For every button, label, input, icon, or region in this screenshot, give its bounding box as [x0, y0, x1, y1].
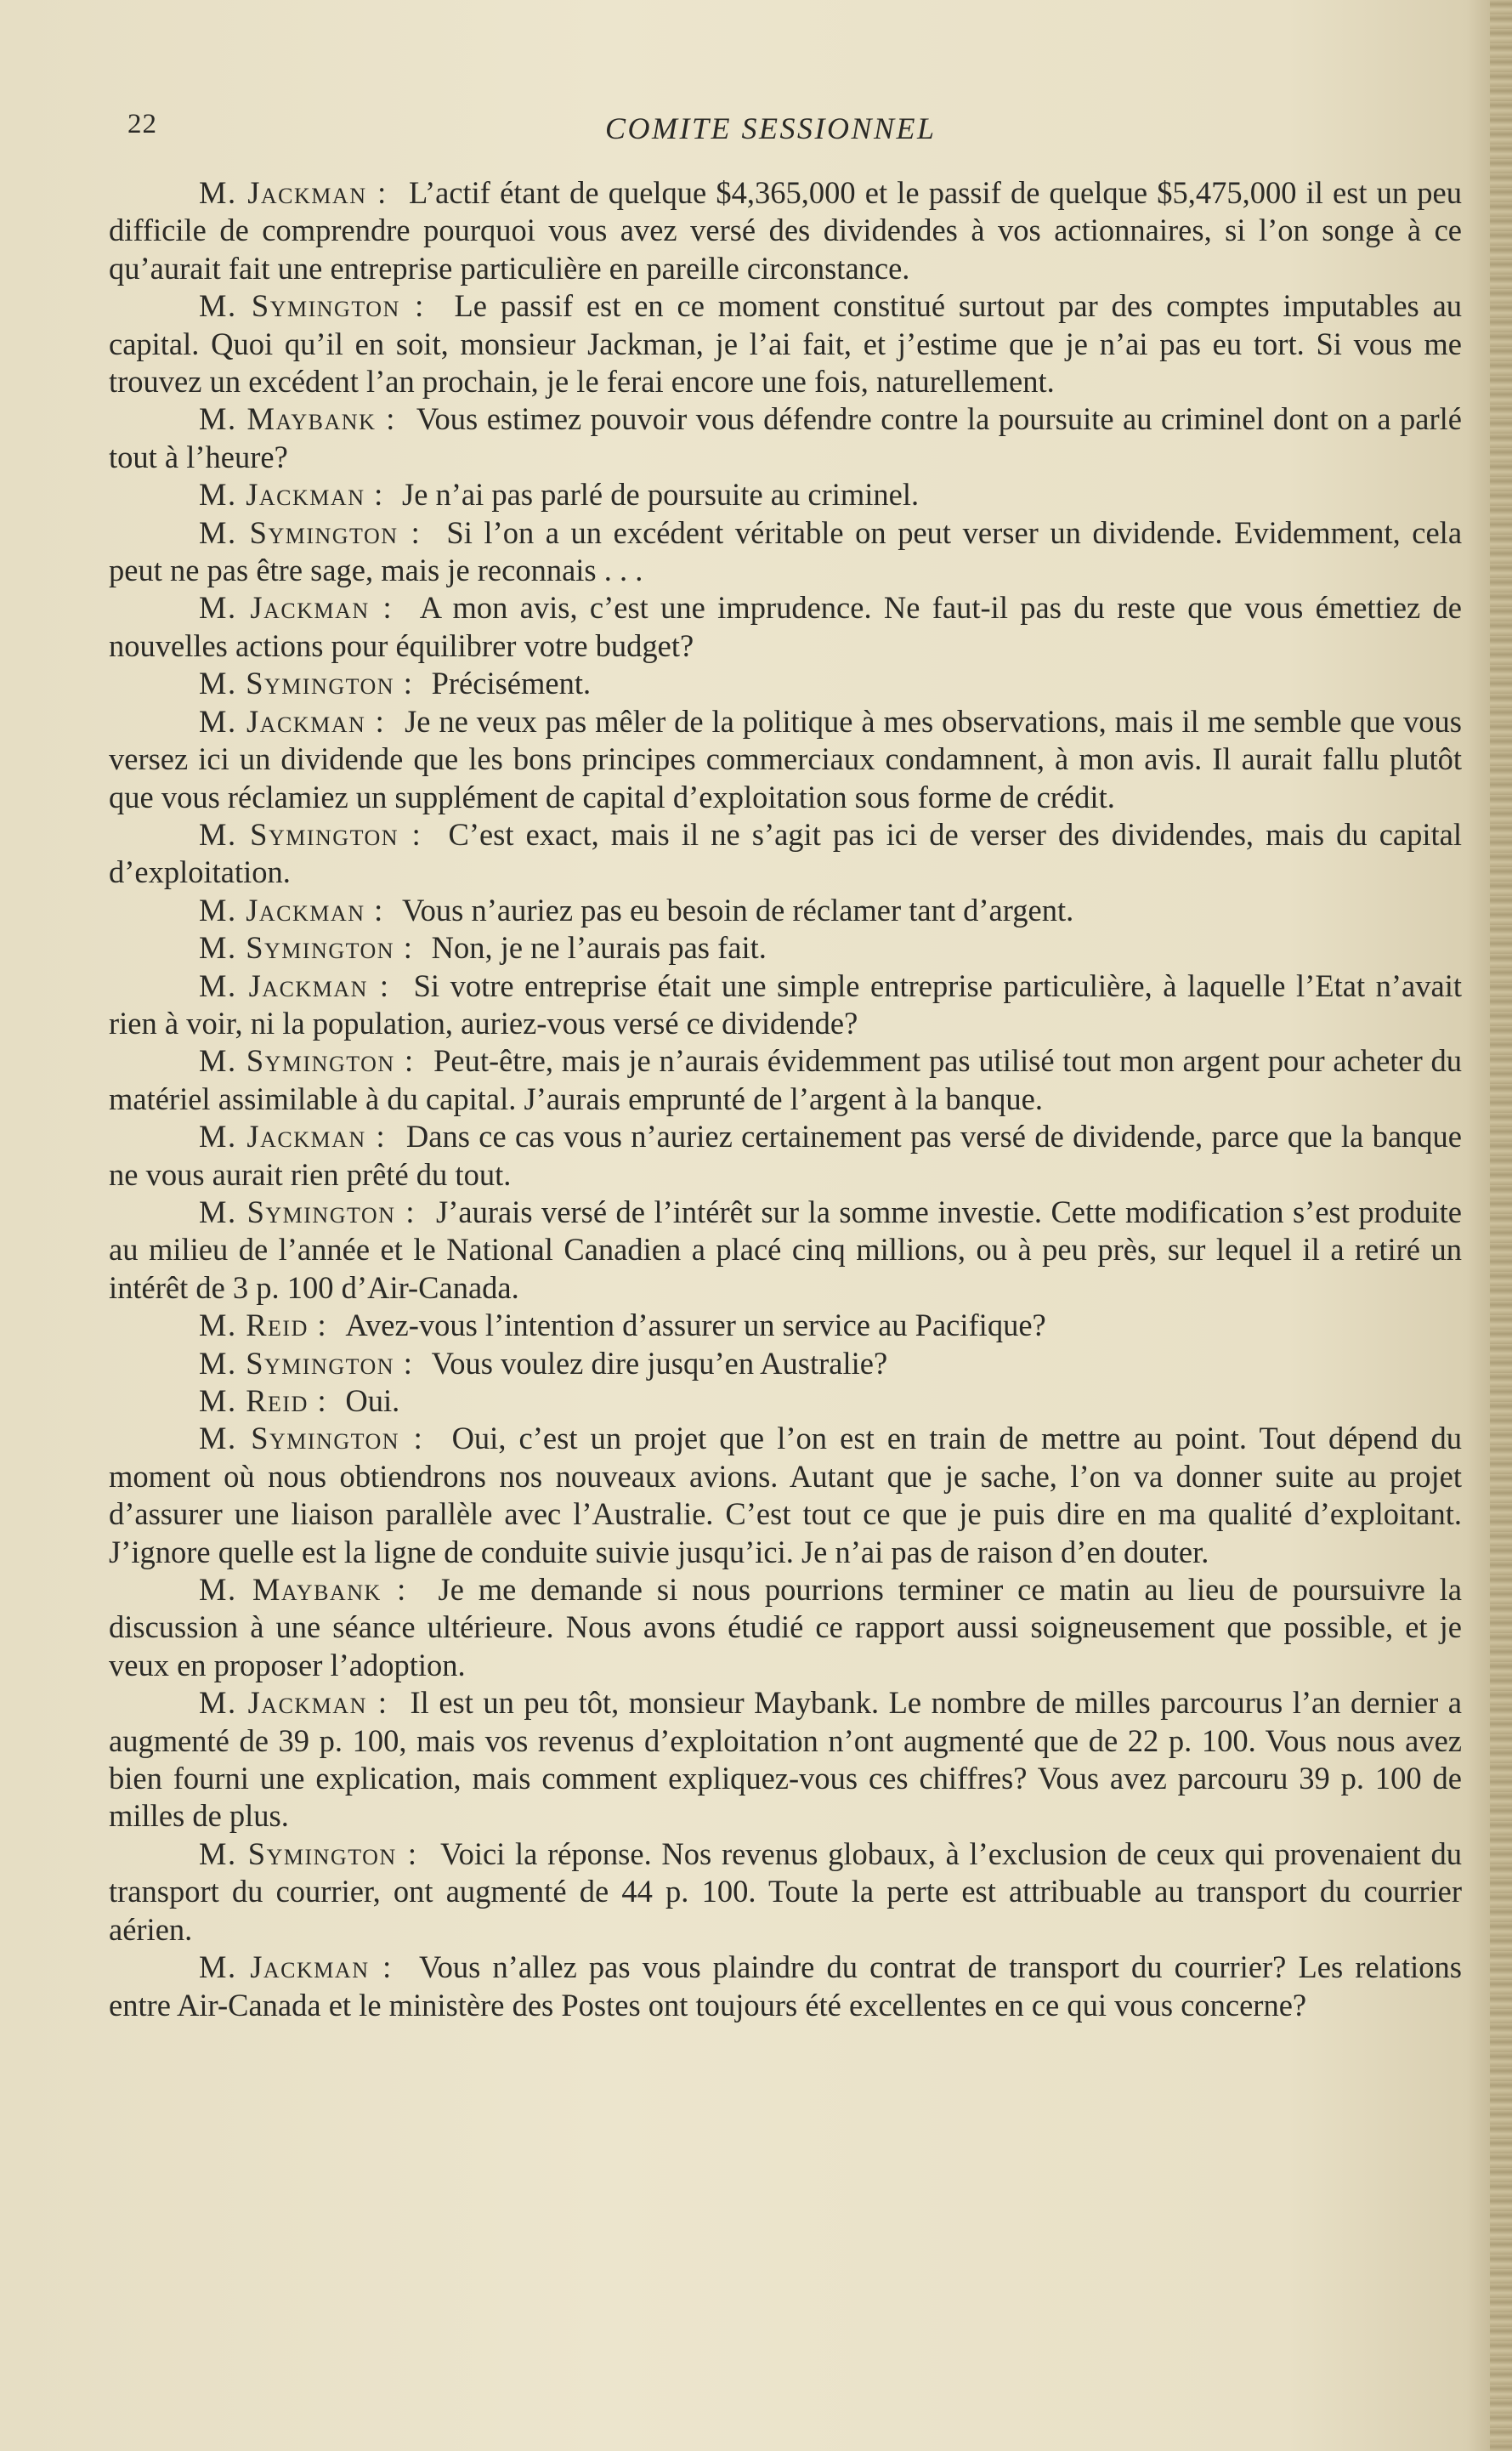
speaker-name: M. Jackman : — [199, 1949, 393, 1985]
speech-text: Vous n’auriez pas eu besoin de réclamer tant d’argent. — [402, 892, 1074, 928]
speech-text: Je ne veux pas mêler de la politique à mes observations, mais il me semble que vous versez ici un dividende que les bons principes commerciaux condamnent, à mon avis. Il aurait fallu plutôt que vous réclamiez un supplément de capital d’exploitation sous forme de crédit. — [109, 703, 1463, 814]
speaker-name: M. Jackman : — [199, 892, 384, 928]
speech-text: Oui, c’est un projet que l’on est en train de mettre au point. Tout dépend du moment où nous obtiendrons nos nouveaux avions. Autant que je sache, l’on va donner suite au projet d’assurer une liaison parallèle avec l’Australie. C’est tout ce que je puis dire en ma qualité d’exploitant. J’ignore quelle est la ligne de conduite suivie jusqu’ici. Je n’ai pas de raison d’en douter. — [109, 1421, 1462, 1569]
speech-text: Si l’on a un excédent véritable on peut verser un dividende. Evidemment, cela peut ne pas être sage, mais je reconnais . . . — [109, 514, 1463, 588]
speaker-name: M. Symington : — [199, 1421, 424, 1456]
speaker-name: M. Symington : — [199, 1043, 415, 1079]
dialogue-paragraph — [109, 816, 1462, 892]
speech-text: Avez-vous l’intention d’assurer un service au Pacifique? — [345, 1308, 1046, 1343]
speaker-name: M. Maybank : — [199, 1572, 407, 1608]
dialogue-paragraph — [109, 1684, 1462, 1835]
speech-text: Voici la réponse. Nos revenus globaux, à l’exclusion de ceux qui provenaient du transport du courrier, ont augmenté de 44 p. 100. Toute la perte est attribuable au transport du courrier aérien. — [109, 1835, 1462, 1947]
speaker-name: M. Symington : — [199, 1835, 418, 1871]
speaker-name: M. Jackman : — [199, 477, 384, 513]
speaker-name: M. Symington : — [199, 666, 414, 701]
dialogue-paragraph — [109, 514, 1462, 590]
dialogue-paragraph — [109, 1835, 1462, 1949]
speech-text: Le passif est en ce moment constitué surtout par des comptes imputables au capital. Quoi qu’il en soit, monsieur Jackman, je l’ai fait, et j’estime que je n’ai pas eu tort. Si vous me trouvez un excédent l’an prochain, je le ferai encore une fois, naturellement. — [109, 288, 1463, 400]
speech-text: Vous estimez pouvoir vous défendre contre la poursuite au criminel dont on a parlé tout à l’heure? — [109, 401, 1463, 474]
dialogue-paragraph — [109, 1307, 1462, 1344]
speech-text: L’actif étant de quelque $4,365,000 et le passif de quelque $5,475,000 il est un peu difficile de comprendre pourquoi vous avez versé des dividendes à vos actionnaires, si l’on songe à ce qu’aurait fait une entreprise particulière en pareille circonstance. — [109, 175, 1462, 286]
speaker-name: M. Jackman : — [199, 1685, 388, 1721]
speaker-name: M. Symington : — [199, 930, 414, 966]
speaker-name: M. Jackman : — [199, 590, 394, 626]
dialogue-paragraph — [109, 665, 1462, 702]
dialogue-paragraph — [109, 1949, 1462, 2024]
dialogue-paragraph — [109, 929, 1462, 967]
speech-text: Il est un peu tôt, monsieur Maybank. Le nombre de milles parcourus l’an dernier a augmenté de 39 p. 100, mais vos revenus d’exploitation n’ont augmenté que de 22 p. 100. Vous nous avez bien fourni une explication, mais comment expliquez-vous ces chiffres? Vous avez parcouru 39 p. 100 de milles de plus. — [109, 1685, 1462, 1834]
speech-text: Vous n’allez pas vous plaindre du contrat de transport du courrier? Les relations entre Air-Canada et le ministère des Postes ont toujours été excellentes en ce qui vous concerne? — [109, 1949, 1463, 2023]
speech-text: Je n’ai pas parlé de poursuite au criminel. — [402, 477, 920, 513]
speaker-name: M. Reid : — [199, 1308, 328, 1343]
speaker-name: M. Reid : — [199, 1383, 328, 1418]
speech-text: Je me demande si nous pourrions terminer ce matin au lieu de poursuivre la discussion à une séance ultérieure. Nous avons étudié ce rapport aussi soigneusement que possible, et je veux en proposer l’adoption. — [109, 1572, 1463, 1682]
speaker-name: M. Jackman : — [199, 175, 388, 210]
dialogue-paragraph — [109, 967, 1462, 1043]
speech-text: Précisément. — [431, 666, 592, 701]
running-title: COMITE SESSIONNEL — [605, 111, 937, 145]
dialogue-paragraph — [109, 892, 1462, 929]
speaker-name: M. Symington : — [199, 816, 422, 852]
dialogue-paragraph — [109, 1420, 1462, 1571]
page-number: 22 — [127, 109, 157, 139]
dialogue-paragraph — [109, 1118, 1462, 1194]
dialogue-paragraph — [109, 476, 1462, 513]
speaker-name: M. Symington : — [199, 1345, 414, 1381]
speech-text: Si votre entreprise était une simple entreprise particulière, à laquelle l’Etat n’avait rien à voir, ni la population, auriez-vous versé ce dividende? — [109, 967, 1462, 1041]
dialogue-paragraph — [109, 1194, 1462, 1307]
dialogue-paragraph — [109, 703, 1462, 816]
speech-text: Oui. — [345, 1383, 400, 1418]
speech-text: C’est exact, mais il ne s’agit pas ici de verser des dividendes, mais du capital d’exploitation. — [109, 816, 1463, 890]
speaker-name: M. Jackman : — [199, 703, 386, 739]
page-edge — [1490, 0, 1512, 2451]
speech-text: Dans ce cas vous n’auriez certainement pas versé de dividende, parce que la banque ne vous aurait rien prêté du tout. — [109, 1119, 1463, 1192]
speech-text: A mon avis, c’est une imprudence. Ne faut-il pas du reste que vous émettiez de nouvelles actions pour équilibrer votre budget? — [109, 590, 1462, 663]
speaker-name: M. Jackman : — [199, 1119, 387, 1155]
dialogue-paragraph — [109, 287, 1462, 400]
dialogue-paragraph — [109, 1382, 1462, 1420]
dialogue-paragraph — [109, 1042, 1462, 1118]
speech-text: Vous voulez dire jusqu’en Australie? — [431, 1345, 888, 1381]
speech-text: Peut-être, mais je n’aurais évidemment pas utilisé tout mon argent pour acheter du matériel assimilable à du capital. J’aurais emprunté de l’argent à la banque. — [109, 1043, 1463, 1116]
speaker-name: M. Jackman : — [199, 967, 390, 1003]
speaker-name: M. Symington : — [199, 288, 425, 324]
speaker-name: M. Symington : — [199, 514, 422, 550]
speech-text: Non, je ne l’aurais pas fait. — [431, 930, 767, 966]
dialogue-paragraph — [109, 1345, 1462, 1382]
transcript-body — [109, 174, 1462, 2024]
dialogue-paragraph — [109, 174, 1462, 287]
speaker-name: M. Symington : — [199, 1194, 416, 1229]
dialogue-paragraph — [109, 589, 1462, 665]
dialogue-paragraph — [109, 400, 1462, 476]
page-header — [119, 109, 1462, 151]
speech-text: J’aurais versé de l’intérêt sur la somme investie. Cette modification s’est produite au milieu de l’année et le National Canadien a placé cinq millions, ou à peu près, sur lequel il a retiré un intérêt de 3 p. 100 d’Air-Canada. — [109, 1194, 1463, 1305]
dialogue-paragraph — [109, 1571, 1462, 1684]
speaker-name: M. Maybank : — [199, 401, 396, 437]
